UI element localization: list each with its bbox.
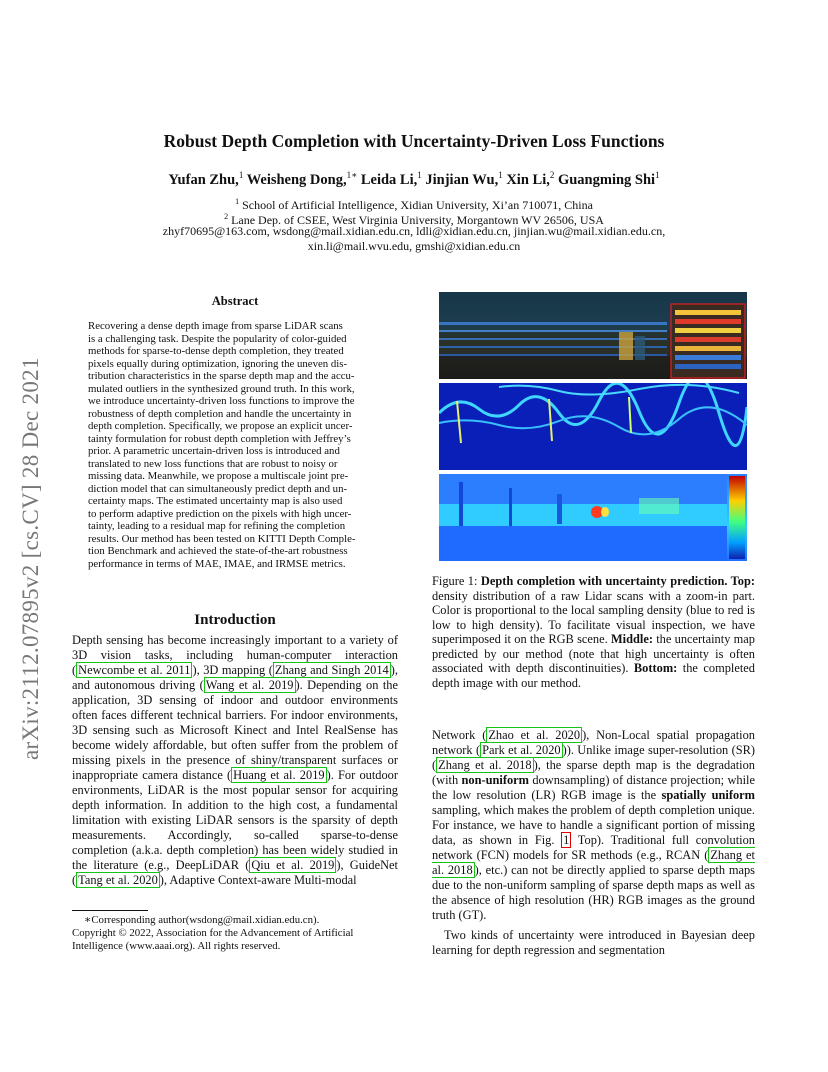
density-scene <box>439 292 747 379</box>
body-text: ), etc.) can not be directly applied to sparse depth maps due to the non-uniform sampling of sparse depth maps as well as the absence of high resolution (HR) RGB images as the ground truth (GT). <box>432 863 756 922</box>
caption-text: the completed depth image with our method. <box>432 661 755 690</box>
abstract-line: robustness of depth completion and handle the uncertainty in <box>88 407 352 420</box>
author: Xin Li, <box>506 171 550 188</box>
abstract-line: performance in terms of MAE, IMAE, and IRMSE metrics. <box>88 557 346 570</box>
arxiv-stamp: arXiv:2112.07895v2 [cs.CV] 28 Dec 2021 <box>18 357 43 760</box>
author: Yufan Zhu, <box>168 171 239 188</box>
abstract-line: tainty, leading to a residual map for refining the completion <box>88 520 346 532</box>
abstract-line: translated to new loss functions that are robust to noisy or <box>88 457 338 470</box>
abstract-line: mulated outliers in the synthesized ground truth. In this work, <box>88 382 355 395</box>
author-sup: 1 <box>655 170 660 180</box>
caption-top-label: Top: <box>727 574 756 588</box>
caption-bottom-label: Bottom: <box>633 661 678 675</box>
citation-link[interactable]: Tang et al. 2020 <box>78 873 158 887</box>
uncertainty-panel <box>439 383 747 470</box>
abstract-line: pixels equally during optimization, ignoring the uneven dis- <box>88 357 348 370</box>
abstract-heading: Abstract <box>211 294 259 308</box>
abstract-line: is a challenging task. Despite the popularity of color-guided <box>88 332 347 345</box>
abstract-line: certainty maps. The estimated uncertainty map is also used <box>88 495 343 507</box>
bold-term: spatially uniform <box>661 788 755 802</box>
abstract-line: depth completion. Specifically, we propose an explicit uncer- <box>88 420 353 432</box>
bold-term: non-uniform <box>461 773 529 787</box>
aff-sup: 2 <box>224 212 229 221</box>
body-text: )). Unlike image super-resolution (SR) ( <box>432 743 755 772</box>
author-sup: 1 <box>238 170 244 180</box>
abstract-body <box>88 320 382 570</box>
body-text: Top). Traditional full convolution network (FCN) models for SR methods (e.g., RCAN ( <box>432 833 755 862</box>
citation-link[interactable]: Park et al. 2020 <box>482 743 561 757</box>
paper-title: Robust Depth Completion with Uncertainty-Driven Loss Functions <box>163 131 665 151</box>
abstract-line: we introduce uncertainty-driven loss functions to improve the <box>88 395 355 407</box>
author: Weisheng Dong, <box>246 171 347 188</box>
intro-text: ), and autonomous driving ( <box>72 663 398 692</box>
footnote-rule <box>72 910 148 911</box>
density-panel <box>439 292 747 379</box>
author: Guangming Shi <box>557 171 656 188</box>
intro-text: ). For outdoor environments, LiDAR is the most popular sensor for acquiring depth information. In addition to the high cost, a fundamental limitation with existing LiDAR sensors is the sparsity of depth measurements. Accordingly, so-called sparse-to-dense completion (a.k.a. depth completion) has been widely studied in the literature (e.g., DeepLiDAR ( <box>72 768 398 872</box>
citation-link[interactable]: Huang et al. 2019 <box>233 768 325 782</box>
intro-heading: Introduction <box>194 612 276 628</box>
abstract-line: results. Our method has been tested on KITTI Depth Comple- <box>88 532 356 545</box>
body-text: Network ( <box>432 728 487 742</box>
body-text: ), the sparse depth map is the degradation (with <box>432 758 755 787</box>
caption-text: density distribution of a raw Lidar scans with a zoom-in part. Color is proportional to the local sampling density (blue to red is low to high density). To facilitate visual inspection, we have superimposed it on the RGB scene. <box>432 588 755 646</box>
citation-link[interactable]: Zhang and Singh 2014 <box>274 663 389 677</box>
abstract-line: methods for sparse-to-dense depth completion, they treated <box>88 345 344 357</box>
author-sup: 1 <box>417 170 422 180</box>
author-sup: 1∗ <box>346 170 358 180</box>
copyright-notice: Copyright © 2022, Association for the Advancement of Artificial Intelligence (www.aaai.org). All rights reserved. <box>72 927 354 952</box>
intro-paragraph <box>72 633 398 888</box>
body-text: downsampling) of distance projection; while the low resolution (LR) RGB image is the <box>432 773 755 802</box>
intro-text: ), GuideNet ( <box>72 858 398 887</box>
abstract-line: diction model that can simultaneously predict depth and un- <box>88 482 348 495</box>
abstract-line: tion Benchmark and achieved the state-of-the-art robustness <box>88 545 348 557</box>
figure-1 <box>439 292 747 565</box>
emails-line-1: zhyf70695@163.com, wsdong@mail.xidian.edu.cn, ldli@xidian.edu.cn, jinjian.wu@mail.xidian.edu.cn, <box>162 224 666 238</box>
caption-label: Figure 1: <box>432 574 481 588</box>
citation-link[interactable]: Zhao et al. 2020 <box>488 728 581 742</box>
citation-link[interactable]: Newcombe et al. 2011 <box>78 663 191 677</box>
aff-text: School of Artificial Intelligence, Xidian University, Xi’an 710071, China <box>239 198 593 212</box>
corresponding-author-note: ∗Corresponding author(wsdong@mail.xidian.edu.cn). <box>84 914 320 926</box>
author: Leida Li, <box>360 171 418 188</box>
citation-link[interactable]: Zhang et al. 2018 <box>432 848 755 877</box>
caption-middle-label: Middle: <box>610 632 653 646</box>
body-text: sampling, which makes the problem of depth completion unique. For instance, we have to handle a significant portion of missing data, as shown in Fig. <box>432 803 755 847</box>
intro-text: ), 3D mapping ( <box>192 663 273 677</box>
uncertainty-map <box>439 383 747 470</box>
abstract-line: tribution characteristics in the sparse depth map and the accu- <box>88 370 355 382</box>
footnote <box>72 914 402 953</box>
author-sup: 2 <box>549 170 555 180</box>
abstract-line: prior. A parametric uncertain-driven loss is introduced and <box>88 445 340 457</box>
citation-link[interactable]: Zhang et al. 2018 <box>438 758 532 772</box>
author-list <box>0 170 828 189</box>
body-paragraph-2: Two kinds of uncertainty were introduced in Bayesian deep learning for depth regression and segmentation <box>432 928 755 957</box>
aff-sup: 1 <box>235 197 240 206</box>
abstract-line: Recovering a dense depth image from sparse LiDAR scans <box>88 320 343 332</box>
caption-title: Depth completion with uncertainty prediction. <box>480 574 728 588</box>
completed-depth-panel <box>439 474 747 561</box>
intro-text: ), Adaptive Context-aware Multi-modal <box>159 873 357 887</box>
author: Jinjian Wu, <box>425 171 499 188</box>
completed-depth-map <box>439 474 747 561</box>
citation-link[interactable]: Qiu et al. 2019 <box>251 858 335 872</box>
emails-line-2: xin.li@mail.wvu.edu, gmshi@xidian.edu.cn <box>307 239 521 253</box>
figure-ref-link[interactable]: 1 <box>563 833 570 847</box>
aff-text: Lane Dep. of CSEE, West Virginia University, Morgantown WV 26506, USA <box>228 213 604 227</box>
intro-text: Depth sensing has become increasingly important to a variety of 3D vision tasks, including human-computer interaction ( <box>72 633 398 677</box>
citation-link[interactable]: Wang et al. 2019 <box>205 678 294 692</box>
author-sup: 1 <box>498 170 503 180</box>
figure-1-caption <box>432 574 755 690</box>
abstract-line: tainty formulation for robust depth completion with Jeffrey’s <box>88 432 351 445</box>
body-text: ), Non-Local spatial propagation network ( <box>432 728 755 757</box>
intro-text: ). Depending on the application, 3D sensing of indoor and outdoor environments often faces different technical barriers. For indoor environments, 3D sensing such as Microsoft Kinect and Intel RealSense has become widely affordable, but often suffer from the problem of missing pixels in the presence of shiny/transparent surfaces or inappropriate camera distance ( <box>72 678 398 782</box>
right-column-text <box>432 728 755 958</box>
abstract-line: missing data. Meanwhile, we propose a multiscale joint pre- <box>88 470 349 482</box>
abstract-line: to perform adaptive prediction on the pixels with high uncer- <box>88 507 352 520</box>
caption-text: the uncertainty map predicted by our method (note that high uncertainty is often associated with depth discontinuities). <box>432 632 755 675</box>
